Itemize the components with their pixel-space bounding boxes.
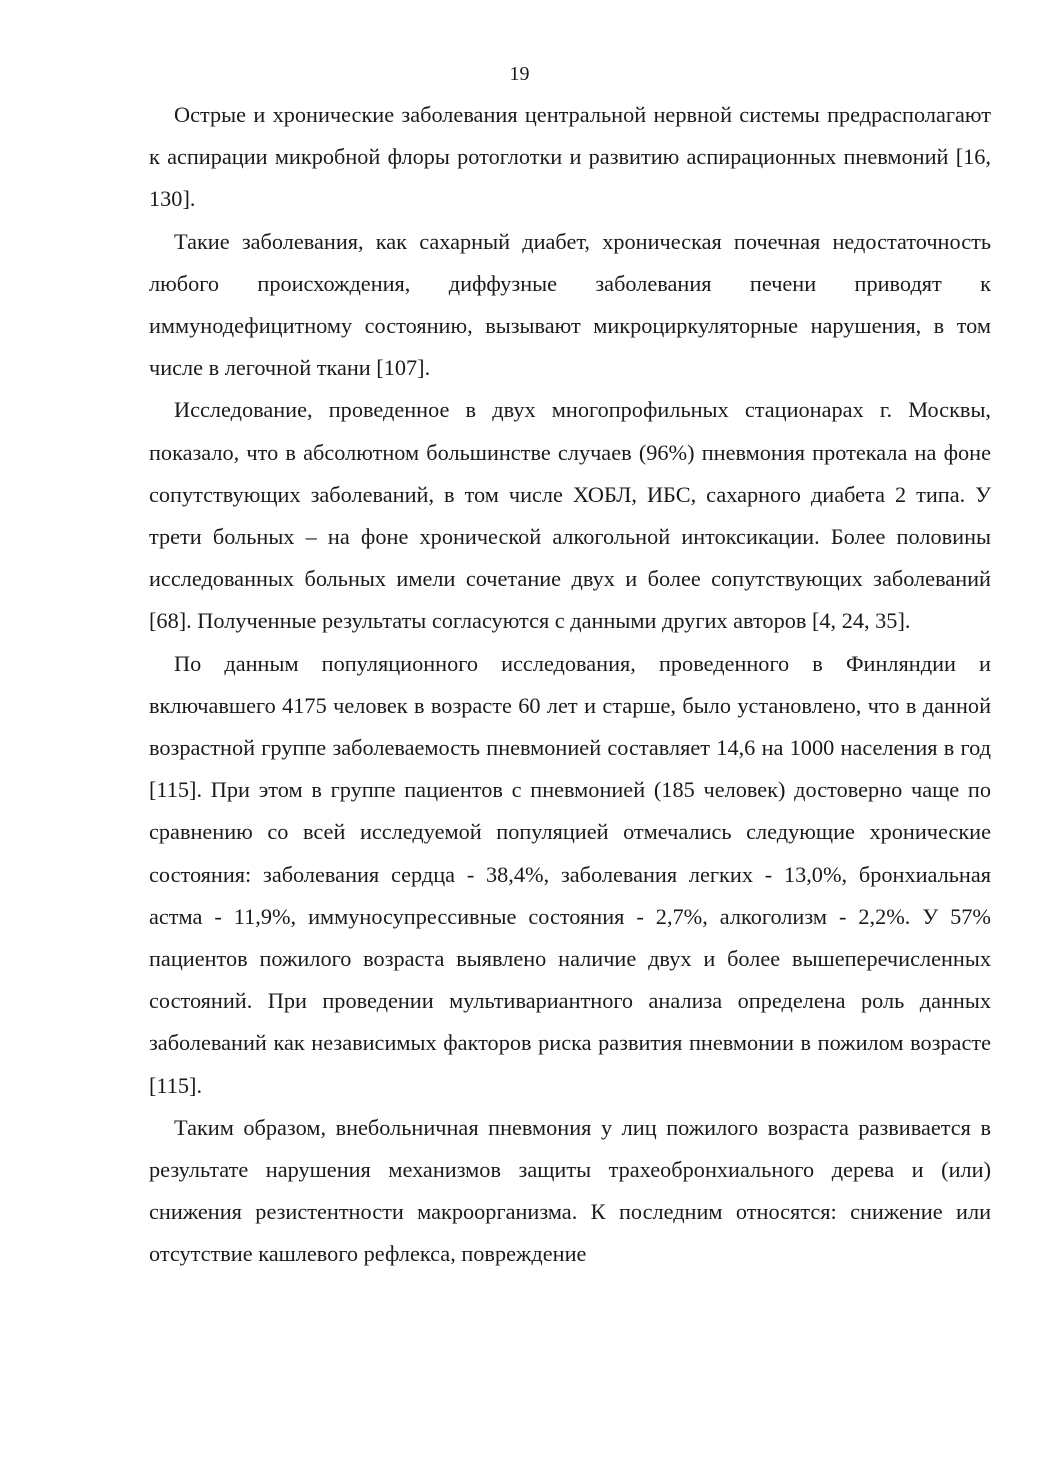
page-number: 19 [509, 63, 530, 85]
document-body [149, 94, 991, 1276]
paragraph-moscow-study: Исследование, проведенное в двух многопрофильных стационарах г. Москвы, показало, что в абсолютном большинстве случаев (96%) пневмония протекала на фоне сопутствующих заболеваний, в том числе ХОБЛ, ИБС, сахарного диабета 2 типа. У трети больных – на фоне хронической алкогольной интоксикации. Более половины исследованных больных имели сочетание двух и более сопутствующих заболеваний [68]. Полученные результаты согласуются с данными других авторов [4, 24, 35]. [149, 397, 991, 634]
paragraph-immunodeficiency: Такие заболевания, как сахарный диабет, хроническая почечная недостаточность любого происхождения, диффузные заболевания печени приводят к иммунодефицитному состоянию, вызывают микроциркуляторные нарушения, в том числе в легочной ткани [107]. [149, 228, 991, 381]
paragraph-conclusion: Таким образом, внебольничная пневмония у лиц пожилого возраста развивается в результате нарушения механизмов защиты трахеобронхиального дерева и (или) снижения резистентности макроорганизма. К последним относятся: снижение или отсутствие кашлевого рефлекса, повреждение [149, 1114, 991, 1267]
paragraph-cns-diseases: Острые и хронические заболевания центральной нервной системы предрасполагают к аспирации микробной флоры ротоглотки и развитию аспирационных пневмоний [16, 130]. [149, 102, 991, 212]
paragraph-finland-study: По данным популяционного исследования, проведенного в Финляндии и включавшего 4175 человек в возрасте 60 лет и старше, было установлено, что в данной возрастной группе заболеваемость пневмонией составляет 14,6 на 1000 населения в год [115]. При этом в группе пациентов с пневмонией (185 человек) достоверно чаще по сравнению со всей исследуемой популяцией отмечались следующие хронические состояния: заболевания сердца - 38,4%, заболевания легких - 13,0%, бронхиальная астма - 11,9%, иммуносупрессивные состояния - 2,7%, алкоголизм - 2,2%. У 57% пациентов пожилого возраста выявлено наличие двух и более вышеперечисленных состояний. При проведении мультивариантного анализа определена роль данных заболеваний как независимых факторов риска развития пневмонии в пожилом возрасте [115]. [149, 650, 991, 1098]
